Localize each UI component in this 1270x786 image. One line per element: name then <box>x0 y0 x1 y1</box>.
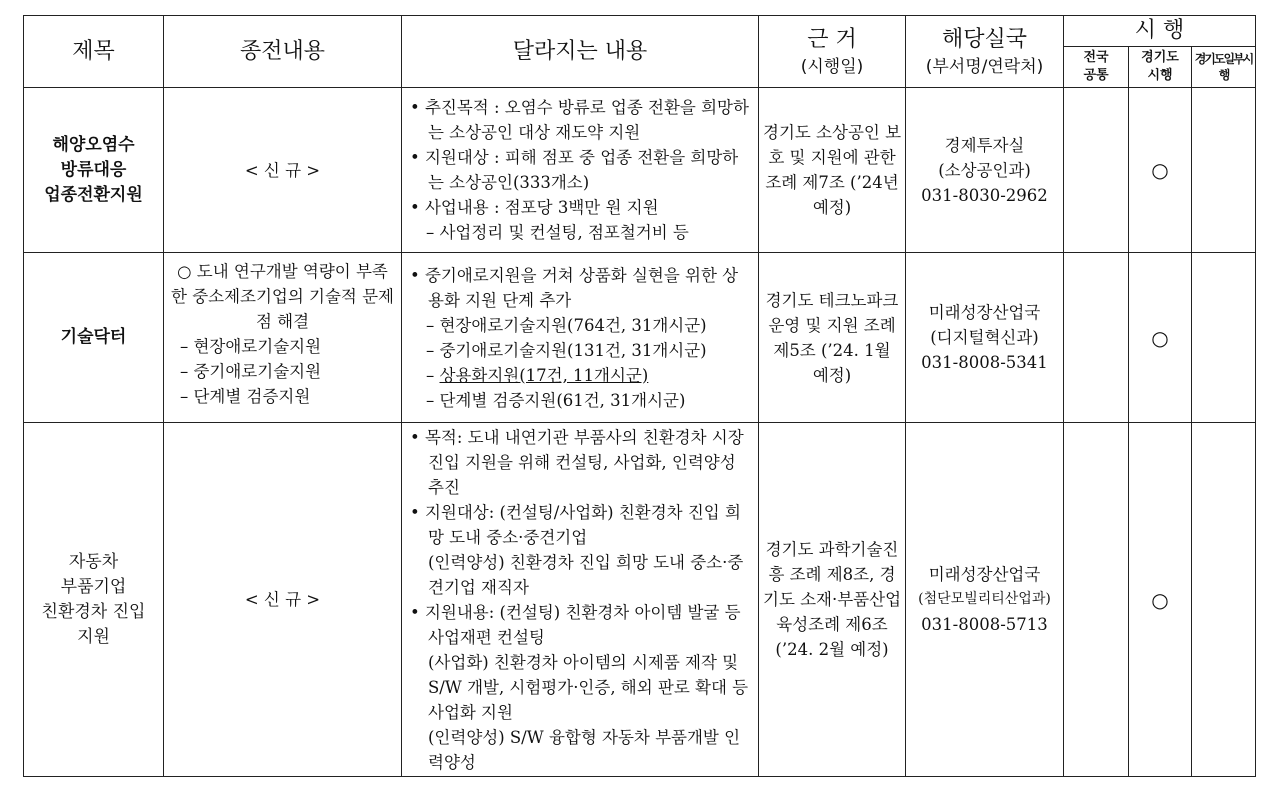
row-dept <box>906 88 1064 253</box>
mark-partial <box>1192 253 1256 423</box>
header-dept <box>906 16 1064 88</box>
dept-name: 미래성장산업국 <box>928 565 1041 584</box>
dept-office: (디지털혁신과) <box>930 328 1039 347</box>
change-subitem: (인력양성) S/W 융합형 자동차 부품개발 인력양성 <box>428 727 741 772</box>
mark-national <box>1064 88 1129 253</box>
mark-gyeonggi: ○ <box>1129 423 1192 777</box>
previous-subitem: – 중기애로기술지원 <box>180 362 322 381</box>
table-row <box>24 88 1256 253</box>
previous-item: ○ 도내 연구개발 역량이 부족한 중소제조기업의 기술적 문제점 해결 <box>171 262 394 331</box>
dept-office: (소상공인과) <box>938 160 1031 180</box>
dept-name: 경제투자실 <box>944 135 1025 155</box>
change-subitem: (인력양성) 친환경차 진입 희망 도내 중소·중견기업 재직자 <box>428 552 744 597</box>
row-changes <box>402 423 759 777</box>
header-basis-line1: 근 거 <box>807 26 857 52</box>
dept-phone: 031-8008-5713 <box>921 615 1048 634</box>
row-dept <box>906 423 1064 777</box>
header-basis-line2: (시행일) <box>800 56 864 77</box>
change-item: • 지원내용: (컨설팅) 친환경차 아이템 발굴 등 사업재편 컨설팅 <box>410 602 741 647</box>
row-title: 해양오염수 방류대응 업종전환지원 <box>24 88 164 253</box>
change-item: • 사업내용 : 점포당 3백만 원 지원 <box>410 198 659 217</box>
header-title: 제목 <box>24 16 164 88</box>
header-previous: 종전내용 <box>164 16 402 88</box>
change-item: • 지원대상: (컨설팅/사업화) 친환경차 진입 희망 도내 중소·중견기업 <box>410 502 741 547</box>
row-title: 기술닥터 <box>24 253 164 423</box>
table-row <box>24 423 1256 777</box>
row-basis: 경기도 테크노파크 운영 및 지원 조례 제5조 (’24. 1월 예정) <box>759 253 906 423</box>
mark-gyeonggi: ○ <box>1129 88 1192 253</box>
change-subitem: – 단계별 검증지원(61건, 31개시군) <box>426 390 686 410</box>
change-subitem: – 사업정리 및 컨설팅, 점포철거비 등 <box>426 223 689 242</box>
change-item: • 추진목적 : 오염수 방류로 업종 전환을 희망하는 소상공인 대상 재도약 지원 <box>410 98 749 142</box>
row-dept <box>906 253 1064 423</box>
mark-gyeonggi: ○ <box>1129 253 1192 423</box>
row-changes <box>402 88 759 253</box>
header-sub-partial: 경기도일부시행 <box>1192 47 1256 88</box>
mark-national <box>1064 423 1129 777</box>
change-item: • 목적: 도내 내연기관 부품사의 친환경차 시장 진입 지원을 위해 컨설팅, 사업화, 인력양성 추진 <box>410 427 744 497</box>
mark-partial <box>1192 423 1256 777</box>
header-basis <box>759 16 906 88</box>
previous-subitem: – 단계별 검증지원 <box>180 387 311 406</box>
policy-table <box>23 15 1256 777</box>
dept-office: (첨단모빌리티산업과) <box>918 591 1051 607</box>
dept-name: 미래성장산업국 <box>928 303 1041 322</box>
header-sub-national: 전국 공통 <box>1064 47 1129 88</box>
dept-phone: 031-8008-5341 <box>921 353 1048 372</box>
change-item: • 중기애로지원을 거쳐 상품화 실현을 위한 상용화 지원 단계 추가 <box>410 265 739 310</box>
header-sub-gyeonggi: 경기도 시행 <box>1129 47 1192 88</box>
header-dept-line1: 해당실국 <box>941 26 1027 52</box>
header-changes: 달라지는 내용 <box>402 16 759 88</box>
change-subitem: (사업화) 친환경차 아이템의 시제품 제작 및 S/W 개발, 시험평가·인증, 해외 판로 확대 등 사업화 지원 <box>428 652 749 722</box>
row-previous: < 신 규 > <box>164 88 402 253</box>
row-basis: 경기도 소상공인 보호 및 지원에 관한 조례 제7조 (’24년 예정) <box>759 88 906 253</box>
change-subitem: – 현장애로기술지원(764건, 31개시군) <box>426 315 707 335</box>
header-enforce: 시 행 <box>1064 16 1256 47</box>
row-previous: < 신 규 > <box>164 423 402 777</box>
row-basis: 경기도 과학기술진흥 조례 제8조, 경기도 소재·부품산업 육성조례 제6조 (’24. 2월 예정) <box>759 423 906 777</box>
previous-subitem: – 현장애로기술지원 <box>180 337 322 356</box>
header-dept-line2: (부서명/연락처) <box>925 56 1044 77</box>
change-item: • 지원대상 : 피해 점포 중 업종 전환을 희망하는 소상공인(333개소) <box>410 148 739 192</box>
mark-partial <box>1192 88 1256 253</box>
table-row <box>24 253 1256 423</box>
dept-phone: 031-8030-2962 <box>921 185 1048 205</box>
change-subitem: – 중기애로기술지원(131건, 31개시군) <box>426 340 707 360</box>
change-subitem-new: – 상용화지원(17건, 11개시군) <box>426 365 649 385</box>
row-changes <box>402 253 759 423</box>
row-title: 자동차 부품기업 친환경차 진입 지원 <box>24 423 164 777</box>
mark-national <box>1064 253 1129 423</box>
row-previous <box>164 253 402 423</box>
